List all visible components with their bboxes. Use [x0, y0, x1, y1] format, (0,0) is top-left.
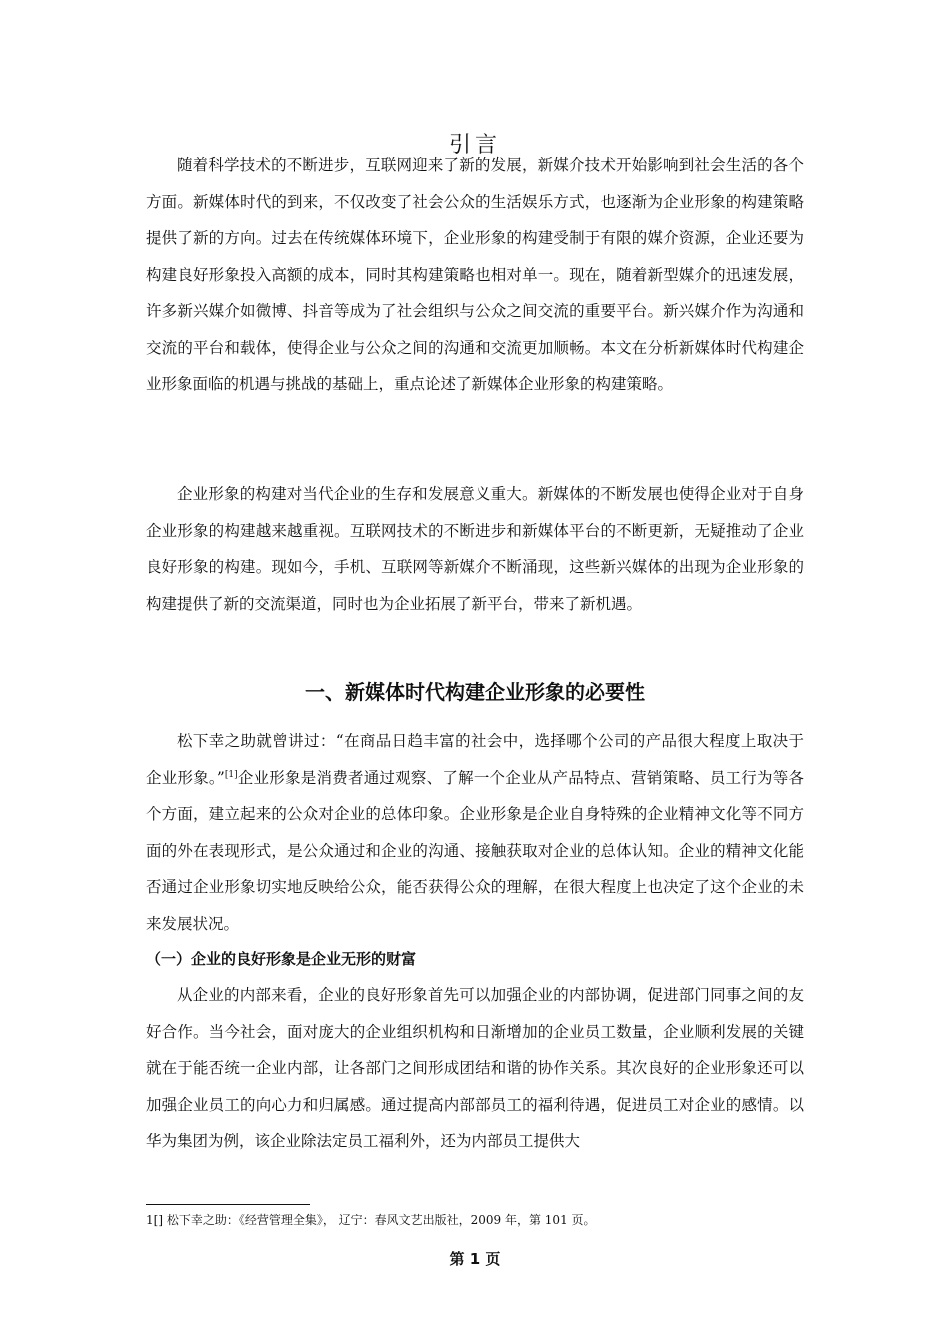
- intro-paragraph-2: 企业形象的构建对当代企业的生存和发展意义重大。新媒体的不断发展也使得企业对于自身企业形象的构建越来越重视。互联网技术的不断进步和新媒体平台的不断更新，无疑推动了企业良好形象的构建。现如今，手机、互联网等新媒介不断涌现，这些新兴媒体的出现为企业形象的构建提供了新的交流渠道，同时也为企业拓展了新平台，带来了新机遇。: [146, 485, 804, 613]
- subsection-heading: （一）企业的良好形象是企业无形的财富: [146, 950, 417, 968]
- footnote: 1[] 松下幸之助：《经营管理全集》， 辽宁：春风文艺出版社，2009 年，第 101 页。: [146, 1213, 596, 1227]
- definition-text: 企业形象是消费者通过观察、了解一个企业从产品特点、营销策略、员工行为等各个方面，建立起来的公众对企业的总体印象。企业形象是企业自身特殊的企业精神文化等不同方面的外在表现形式，是公众通过和企业的沟通、接触获取对企业的总体认知。企业的精神文化能否通过企业形象切实地反映给公众，能否获得公众的理解，在很大程度上也决定了这个企业的未来发展状况。: [146, 768, 804, 933]
- section-heading: 一、新媒体时代构建企业形象的必要性: [305, 680, 645, 704]
- section-paragraph-2: 从企业的内部来看，企业的良好形象首先可以加强企业的内部协调，促进部门同事之间的友好合作。当今社会，面对庞大的企业组织机构和日渐增加的企业员工数量，企业顺利发展的关键就在于能否统一企业内部，让各部门之间形成团结和谐的协作关系。其次良好的企业形象还可以加强企业员工的向心力和归属感。通过提高内部部员工的福利待遇，促进员工对企业的感情。以华为集团为例，该企业除法定员工福利外，还为内部员工提供大: [146, 986, 804, 1150]
- intro-paragraph-1: 随着科学技术的不断进步，互联网迎来了新的发展，新媒介技术开始影响到社会生活的各个方面。新媒体时代的到来，不仅改变了社会公众的生活娱乐方式，也逐渐为企业形象的构建策略提供了新的方向。过去在传统媒体环境下，企业形象的构建受制于有限的媒介资源，企业还要为构建良好形象投入高额的成本，同时其构建策略也相对单一。现在，随着新型媒介的迅速发展，许多新兴媒介如微博、抖音等成为了社会组织与公众之间交流的重要平台。新兴媒介作为沟通和交流的平台和载体，使得企业与公众之间的沟通和交流更加顺畅。本文在分析新媒体时代构建企业形象面临的机遇与挑战的基础上，重点论述了新媒体企业形象的构建策略。: [146, 156, 804, 393]
- page-title: 引言: [448, 133, 501, 158]
- page-number: 第 1 页: [449, 1250, 501, 1268]
- section-paragraph-1: [146, 723, 804, 942]
- quote-text: 松下幸之助就曾讲过：“在商品日趋丰富的社会中，选择哪个公司的产品很大程度上取决于企业形象。”: [146, 732, 804, 787]
- citation-marker[interactable]: [1]: [224, 769, 238, 780]
- footnote-divider: [146, 1204, 310, 1205]
